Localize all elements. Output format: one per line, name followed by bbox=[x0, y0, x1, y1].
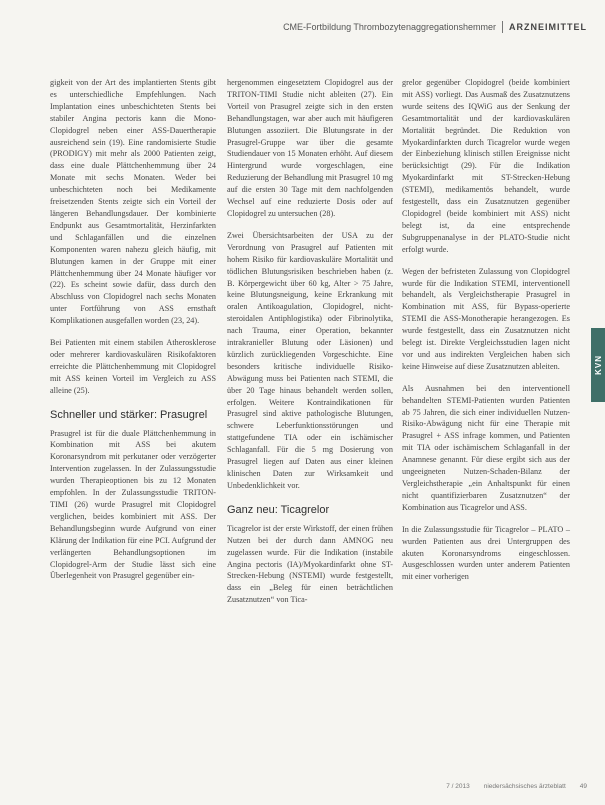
section-heading-prasugrel: Schneller und stärker: Prasugrel bbox=[50, 408, 208, 421]
paragraph: hergenommen eingesetztem Clopidogrel aus der TRITON-TIMI Studie nicht ableiten (27). Ein Vorteil von Prasugrel zeigte sich in den ersten Behandlungstagen, war aber auch mit häufigeren Blutungen assoziiert. Die Blutungsrate in der Prasugrel-Gruppe war über die gesamte Studiendauer von 15 Monaten erhöht. Auf diesem Hintergrund wurde vorgeschlagen, eine Reduzierung der Behandlung mit Prasugrel 10 mg auf die ersten 30 Tage mit dem nachfolgenden Wechsel auf eine reduzierte Dosis oder auf Clopidogrel zu untersuchen (28). bbox=[227, 78, 393, 218]
running-header bbox=[283, 20, 587, 34]
section-heading-ticagrelor: Ganz neu: Ticagrelor bbox=[227, 503, 330, 516]
text-column-2 bbox=[227, 77, 393, 616]
footer-issue: 7 / 2013 bbox=[446, 783, 470, 790]
paragraph: Wegen der befristeten Zulassung von Clopidogrel wurde für die Indikation STEMI, interventionell behandelt, als Vergleichstherapie Prasugrel in Kombination mit ASS, für Bypass-operierte STEMI die ASS-Monotherapie herangezogen. Es wurde festgestellt, dass ein Zusatznutzen nicht belegt ist. Direkte Vergleichsstudien lagen nicht vor und aus indirekten Vergleichen haben sich keine Hinweise auf diese Zusatznutzen ableiten. bbox=[402, 266, 570, 371]
paragraph: In die Zulassungsstudie für Ticagrelor – PLATO – wurden Patienten aus drei Untergruppen des akuten Koronarsyndroms eingeschlossen. Ausgeschlossen wurden unter anderem Patienten mit einer vorherigen bbox=[402, 524, 570, 582]
paragraph: Zwei Übersichtsarbeiten der USA zu der Verordnung von Prasugrel auf Patienten mit hohem Risiko für kardiovaskuläre Mortalität und tödlichen Blutungsrisiken beschrieben haben (z. B. Körpergewicht über 60 kg, Alter > 75 Jahre, keine Blutungsneigung, keine Erkrankung mit oralen Antikoagulation, Clopidogrel, nicht-steroidalen Antiphlogistika) oder Fibrinolytika, nach Trauma, einer Operation, bekannter intrakranieller Blutung oder Läsionen) und kürzlich zurückliegenden Vorgeschichte. Eine besonders kritische individuelle Risiko-Abwägung muss bei Patienten nach STEMI, die über 20 Tage hinaus behandelt werden sollen, erfolgen. Weitere Kontraindikationen für Prasugrel sind aktive pathologische Blutungen, schwere Leberfunktionsstörungen und stattgefundene TIA oder ein ischämischer Schlaganfall. Für die 5 mg Dosierung von Prasugrel liegen auf Daten aus einer kleinen klinischen Daten zur Wirksamkeit und Unbedenklichkeit vor. bbox=[227, 230, 393, 490]
paragraph: grelor gegenüber Clopidogrel (beide kombiniert mit ASS) vorliegt. Das Ausmaß des Zusatznutzens wurde seitens des IQWiG aus der Senkung der Gesamtmortalität und der kardiovaskulären Mortalität begründet. Die Reduktion von Myokardinfarkten durch Ticagrelor wurde wegen der Einbeziehung klinisch stillen Ereignisse nicht berücksichtigt (29). Für die Indikation Myokardinfarkt mit ST-Strecken-Hebung (STEMI), medikamentös behandelt, wurde festgestellt, dass ein Zusatznutzen gegenüber Clopidogrel (beide kombiniert mit ASS) nicht belegt ist, da eine entsprechende Subgruppenanalyse in der PLATO-Studie nicht erfolgt wurde. bbox=[402, 78, 570, 254]
paragraph: Als Ausnahmen bei den interventionell behandelten STEMI-Patienten wurden Patienten ab 75 Jahren, die sich einer individuellen Nutzen-Risiko-Abwägung nicht für eine Therapie mit Prasugrel + ASS infrage kommen, und Patienten mit TIA oder ischämischem Schlaganfall in der Anamnese genannt. Für diese ergibt sich aus der ungeeigneten Nutzen-Schaden-Bilanz der Vergleichstherapie „ein Anhaltspunkt für einen nicht quantifizierbaren Zusatznutzen“ der Kombination aus Ticagrelor und ASS. bbox=[402, 383, 570, 512]
paragraph: gigkeit von der Art des implantierten Stents gibt es unterschiedliche Empfehlungen. Nach Implantation eines unbeschichteten Stents bei stabiler Angina pectoris kann die Mono-Clopidogrel neben einer ASS-Dauertherapie ausreichend sein (19). Eine randomisierte Studie (PRODIGY) mit mehr als 2000 Patienten zeigt, dass eine duale Plättchenhemmung über 24 Monate mit sechs Monaten. Weder bei unbeschichteten noch bei Medikamente freisetzenden Stents zeigte sich ein Vorteil der längeren Behandlungsdauer. Der kombinierte Endpunkt aus Gesamtmortalität, Herzinfarkten und Schlaganfällen und die einzelnen Komponenten waren nahezu gleich häufig, mit Blutungen kamen in der Gruppe mit einer Plättchenhemmung über 24 Monate häufiger vor (22). Es scheint sowie dafür, dass durch den Abschluss von Clopidogrel nach sechs Monaten unter Fortführung von ASS ernsthaft Komplikationen ausgefallen worden (23, 24). bbox=[50, 78, 216, 326]
paragraph: Ticagrelor ist der erste Wirkstoff, der einen frühen Nutzen bei der durch dann AMNOG neu zugelassen wurde. Für die Indikation (instabile Angina pectoris (IA)/Myokardinfarkt ohne ST-Strecken-Hebung (NSTEMI) wurde festgestellt, dass ein „Beleg für einen beträchtlichen Zusatznutzen“ von Tica- bbox=[227, 523, 393, 605]
footer-journal: niedersächsisches ärzteblatt bbox=[483, 783, 566, 790]
header-title: CME-Fortbildung Thrombozytenaggregationshemmer bbox=[283, 22, 496, 32]
text-column-3 bbox=[402, 77, 570, 593]
side-tab-label: KVN bbox=[593, 355, 603, 375]
page-footer bbox=[446, 783, 587, 790]
header-section: ARZNEIMITTEL bbox=[509, 22, 587, 32]
header-divider bbox=[502, 21, 503, 33]
paragraph: Prasugrel ist für die duale Plättchenhemmung in Kombination mit ASS bei akutem Koronarsyndrom mit perkutaner oder verzögerter Intervention zugelassen. In der Zulassungsstudie wurden Therapieoptionen bis zu 12 Monaten empfohlen. In der Zulassungsstudie TRITON-TIMI (26) wurde Prasugrel mit Clopidogrel verglichen, beides kombiniert mit ASS. Der Behandlungsbeginn wurde Aufgrund von einer Klärung der Indikation für eine PCI. Aufgrund der verlängerten Behandlungsoptionen im Clopidogrel-Arm der Studie lässt sich eine Überlegenheit von Prasugrel gegenüber ein- bbox=[50, 428, 216, 581]
text-column-1 bbox=[50, 77, 216, 592]
paragraph: Bei Patienten mit einem stabilen Atherosklerose oder mehrerer kardiovaskulären Risikofaktoren erreichte die Plättchenhemmung mit Clopidogrel mit ASS keinen Vorteil im Vergleich zu ASS alleine (25). bbox=[50, 338, 216, 395]
side-section-tab bbox=[591, 328, 605, 402]
footer-page-number: 49 bbox=[579, 783, 587, 790]
